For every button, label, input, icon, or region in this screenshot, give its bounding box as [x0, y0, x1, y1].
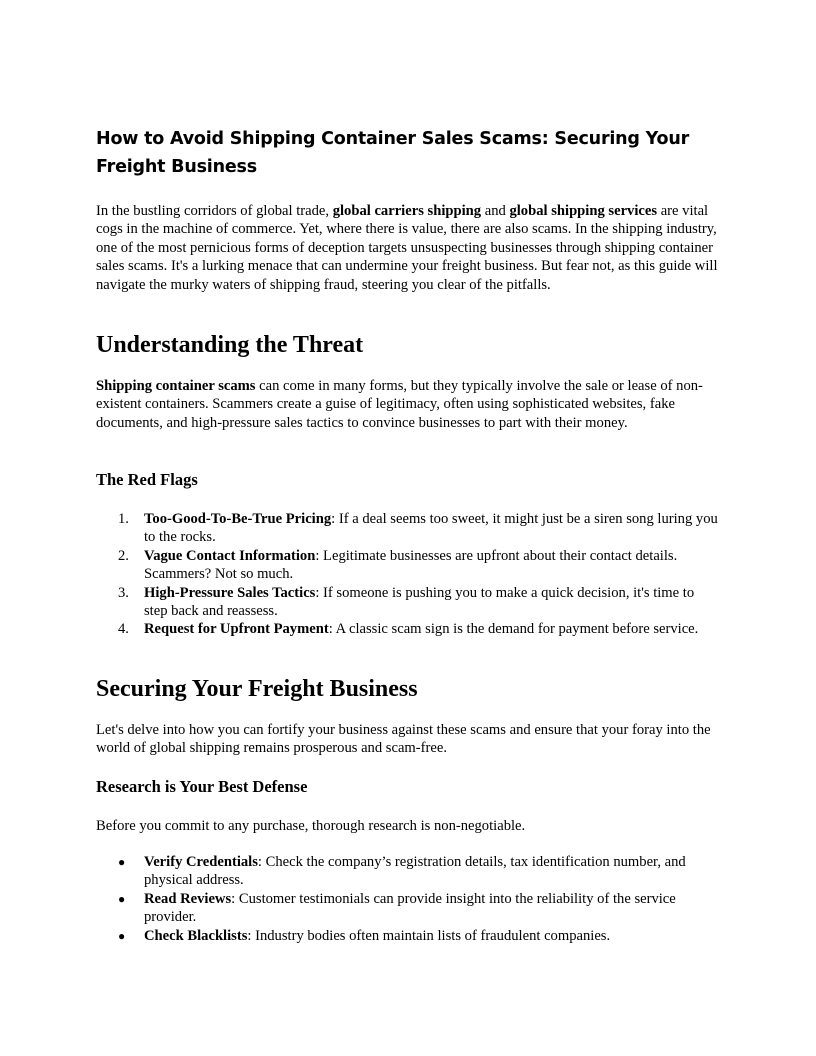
- list-item: [96, 620, 720, 638]
- list-marker: 1.: [118, 511, 129, 527]
- bullet-icon: ●: [118, 928, 126, 943]
- list-item-bold: Verify Credentials: [144, 854, 258, 870]
- intro-text-1: In the bustling corridors of global trade,: [96, 203, 333, 219]
- list-item-bold: Too-Good-To-Be-True Pricing: [144, 511, 332, 527]
- section-heading-securing: Securing Your Freight Business: [96, 676, 418, 702]
- list-item: [96, 927, 720, 945]
- list-item: [96, 510, 720, 547]
- list-item: [96, 853, 720, 890]
- list-item-text: : Customer testimonials can provide insight into the reliability of the service provider.: [144, 890, 676, 926]
- list-item-bold: Read Reviews: [144, 890, 232, 907]
- intro-bold-1: global carriers shipping: [332, 203, 482, 219]
- document-title: How to Avoid Shipping Container Sales Scams: Securing Your Freight Business: [96, 129, 690, 177]
- list-item-text: : If someone is pushing you to make a quick decision, it's time to step back and reassess.: [144, 584, 695, 620]
- list-item: [96, 890, 720, 927]
- list-item: [96, 547, 720, 584]
- bullet-icon: ●: [118, 891, 126, 906]
- list-item: [96, 584, 720, 621]
- intro-paragraph: [96, 202, 720, 294]
- securing-paragraph: Let's delve into how you can fortify your business against these scams and ensure that your foray into the world of global shipping remains prosperous and scam-free.: [96, 722, 711, 757]
- list-marker: 4.: [118, 621, 129, 638]
- subheading-red-flags: The Red Flags: [96, 470, 198, 489]
- threat-text: can come in many forms, but they typically involve the sale or lease of non-existent containers. Scammers create a guise of legitimacy, often using sophisticated websites, fake documents, and high-pressure sales tactics to convince businesses to part with their money.: [96, 378, 703, 431]
- list-item-text: : Legitimate businesses are upfront about their contact details. Scammers? Not so much.: [144, 547, 678, 583]
- list-item-bold: Check Blacklists: [144, 927, 248, 944]
- threat-paragraph: [96, 377, 720, 432]
- threat-bold: Shipping container scams: [96, 378, 256, 394]
- list-item-text: : If a deal seems too sweet, it might just be a siren song luring you to the rocks.: [144, 511, 718, 546]
- list-marker: 3.: [118, 584, 129, 601]
- intro-bold-2: global shipping services: [509, 203, 658, 219]
- section-heading-threat: Understanding the Threat: [96, 332, 364, 358]
- subheading-research: Research is Your Best Defense: [96, 777, 308, 796]
- list-item-bold: Request for Upfront Payment: [144, 621, 329, 638]
- research-intro: Before you commit to any purchase, thorough research is non-negotiable.: [96, 818, 526, 834]
- list-marker: 2.: [118, 547, 129, 564]
- list-item-text: : Industry bodies often maintain lists of fraudulent companies.: [247, 927, 611, 944]
- list-item-text: : Check the company’s registration details, tax identification number, and physical address.: [144, 854, 686, 889]
- red-flags-list: [96, 510, 720, 639]
- intro-text-2: and: [481, 203, 510, 219]
- intro-text-3: are vital cogs in the machine of commerce. Yet, where there is value, there are also scams. In the shipping industry, one of the most pernicious forms of deception targets unsuspecting businesses through shipping container sales scams. It's a lurking menace that can undermine your freight business. But fear not, as this guide will navigate the murky waters of shipping fraud, steering you clear of the pitfalls.: [96, 203, 718, 293]
- list-item-text: : A classic scam sign is the demand for payment before service.: [328, 621, 699, 638]
- bullet-icon: ●: [118, 855, 126, 869]
- list-item-bold: Vague Contact Information: [144, 547, 316, 564]
- research-list: [96, 853, 720, 945]
- list-item-bold: High-Pressure Sales Tactics: [144, 584, 316, 601]
